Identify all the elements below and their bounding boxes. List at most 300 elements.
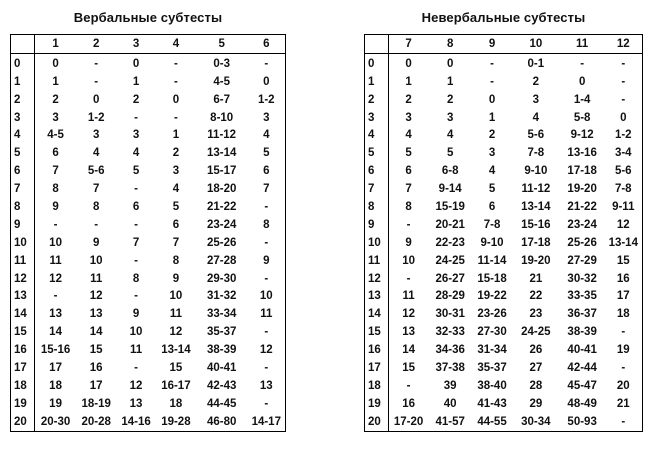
table-cell: 2 [132,93,140,106]
table-cell: 11 [129,344,143,357]
table-cell: 13 [49,308,62,321]
raw-score-cell: 15 [365,323,389,341]
table-cell: 16 [89,361,103,374]
table-cell: 7 [132,236,140,249]
raw-score-cell: 8 [365,198,389,216]
table-cell: 3 [263,111,270,124]
table-cell: 9-11 [612,200,635,213]
raw-score-cell: 0 [11,53,35,72]
table-cell: 1 [132,75,140,88]
table-cell: 7-8 [527,147,545,160]
table-row [365,91,643,109]
table-cell: 44-45 [206,397,237,410]
table-cell: 0 [52,57,59,70]
raw-score-cell: 17 [11,359,35,377]
table-cell: 6 [172,218,180,231]
table-cell: 0 [132,57,140,70]
table-cell: 2 [172,147,180,160]
column-header: 5 [196,35,248,54]
table-cell: - [406,272,411,285]
verbal-subtests-table [10,34,286,432]
table-cell: 22 [529,290,543,303]
table-cell: 9 [132,308,140,321]
table-cell: 13 [259,379,273,392]
column-header: 12 [605,35,643,54]
table-cell: - [134,218,138,231]
table-cell: 33-35 [567,290,597,303]
table-cell: - [621,93,626,106]
table-row [11,323,286,341]
table-row [11,180,286,198]
table-cell: 20 [616,379,630,392]
table-cell: 4-5 [47,129,64,142]
table-cell: 15-16 [521,218,551,231]
table-cell: - [264,57,269,70]
table-cell: 36-37 [567,308,597,321]
table-cell: 31-32 [206,290,237,303]
table-cell: 17-20 [393,415,424,428]
table-cell: 11-12 [207,129,237,142]
raw-score-cell: 9 [11,216,35,234]
table-cell: 6 [132,200,140,213]
table-cell: 48-49 [567,397,597,410]
raw-score-cell: 7 [11,180,35,198]
raw-score-cell: 12 [11,270,35,288]
table-cell: 13-16 [567,147,597,160]
table-cell: 23-24 [567,218,597,231]
table-cell: 18 [49,379,62,392]
table-cell: 16 [402,397,415,410]
table-cell: 38-40 [477,379,507,392]
column-header: 7 [388,35,428,54]
table-cell: 8-10 [210,111,234,124]
raw-score-cell: 11 [11,252,35,270]
table-cell: 28 [529,379,543,392]
table-row [11,162,286,180]
table-cell: - [134,183,138,196]
table-cell: 5 [488,183,496,196]
table-cell: 21-22 [567,200,597,213]
table-row [11,91,286,109]
table-cell: 35-37 [477,361,507,374]
table-row [11,305,286,323]
table-cell: 32-33 [435,326,465,339]
table-cell: 7 [263,183,270,196]
table-cell: 31-34 [477,344,507,357]
table-cell: 0 [263,75,270,88]
table-cell: 27 [529,361,543,374]
table-cell: 14-17 [251,415,281,428]
table-cell: 5 [446,147,454,160]
raw-score-cell: 8 [11,198,35,216]
table-cell: 17 [49,361,62,374]
table-cell: 29-30 [206,272,237,285]
table-cell: - [621,57,626,70]
table-cell: 12 [616,218,630,231]
raw-score-cell: 16 [11,341,35,359]
table-row [11,270,286,288]
table-cell: - [264,236,269,249]
table-cell: 33-34 [206,308,237,321]
table-cell: 10 [49,236,62,249]
table-cell: 14-16 [121,415,151,428]
raw-score-cell: 6 [11,162,35,180]
table-row [365,395,643,413]
table-cell: 3 [52,111,59,124]
table-cell: 1 [446,75,454,88]
table-cell: 4 [263,129,270,142]
table-cell: - [264,326,269,339]
table-cell: - [134,254,138,267]
table-cell: 0 [488,93,496,106]
table-cell: 9 [172,272,180,285]
table-cell: 2 [52,93,59,106]
table-cell: 8 [172,254,180,267]
table-cell: 11 [260,308,273,321]
raw-score-cell: 18 [11,377,35,395]
table-cell: 3 [132,129,140,142]
table-cell: 13-14 [206,147,237,160]
table-cell: 3-4 [614,147,632,160]
raw-score-cell: 14 [11,305,35,323]
table-cell: 4 [172,183,180,196]
verbal-subtests-title: Вербальные субтесты [73,10,223,25]
table-cell: 20-21 [435,218,465,231]
table-cell: 21-22 [206,200,237,213]
table-row [11,144,286,162]
table-cell: - [621,361,626,374]
table-cell: 9 [92,236,100,249]
table-row [365,413,643,431]
table-row [11,53,286,72]
table-cell: 12 [89,290,103,303]
table-cell: 9-14 [438,183,462,196]
table-cell: 1-4 [573,93,591,106]
raw-score-cell: 19 [365,395,389,413]
column-header: 6 [248,35,286,54]
table-cell: 1-2 [257,93,275,106]
table-row [365,198,643,216]
table-cell: 13 [89,308,103,321]
table-row [365,216,643,234]
table-cell: 25-26 [567,236,597,249]
table-row [11,377,286,395]
table-cell: - [490,75,494,88]
table-cell: 13 [402,326,415,339]
table-cell: 30-31 [435,308,465,321]
table-cell: 6 [263,165,270,178]
table-cell: 18 [616,308,630,321]
table-cell: 15-17 [206,165,237,178]
table-cell: 0-3 [213,57,230,70]
table-cell: 14 [49,326,62,339]
table-row [365,162,643,180]
raw-score-cell: 7 [365,180,389,198]
table-cell: 1 [488,111,496,124]
nonverbal-subtests-title: Невербальные субтесты [421,10,586,25]
table-cell: 9-12 [570,129,594,142]
table-cell: 10 [402,254,415,267]
table-cell: 0 [620,111,627,124]
table-cell: 1 [405,75,412,88]
table-cell: 38-39 [206,344,237,357]
table-row [11,73,286,91]
table-cell: 16-17 [161,379,191,392]
column-header: 10 [512,35,560,54]
raw-score-cell: 11 [365,252,389,270]
table-cell: 4 [488,165,496,178]
table-cell: - [173,75,178,88]
table-cell: 4 [532,111,540,124]
raw-score-cell: 19 [11,395,35,413]
table-row [11,126,286,144]
table-cell: 24-25 [521,326,551,339]
table-cell: 2 [405,93,412,106]
table-cell: 18-20 [206,183,237,196]
table-cell: 4-5 [213,75,230,88]
table-cell: 0 [405,57,412,70]
table-cell: 7 [172,236,180,249]
table-cell: 20-30 [40,415,71,428]
table-cell: 0 [172,93,180,106]
table-cell: 15 [402,361,415,374]
table-row [11,109,286,127]
raw-score-cell: 18 [365,377,389,395]
raw-score-cell: 5 [11,144,35,162]
raw-score-cell: 2 [365,91,389,109]
table-cell: 13 [129,397,143,410]
table-cell: 17 [89,379,103,392]
table-row [11,359,286,377]
table-row [365,234,643,252]
table-cell: 19-28 [161,415,191,428]
table-cell: 20-28 [81,415,111,428]
corner-cell [11,35,35,54]
table-cell: 6 [52,147,59,160]
table-cell: 1-2 [614,129,632,142]
table-cell: 2 [446,93,454,106]
table-cell: 15-18 [477,272,507,285]
table-cell: 26-27 [435,272,465,285]
raw-score-cell: 4 [11,126,35,144]
table-cell: 41-57 [435,415,465,428]
table-row [365,323,643,341]
raw-score-cell: 3 [365,109,389,127]
table-cell: 21 [529,272,543,285]
table-cell: 9 [263,254,270,267]
table-cell: - [134,111,138,124]
raw-score-cell: 4 [365,126,389,144]
raw-score-cell: 5 [365,144,389,162]
table-cell: 12 [129,379,143,392]
table-cell: 23-26 [477,308,507,321]
table-cell: 28-29 [435,290,465,303]
table-cell: 38-39 [567,326,597,339]
table-cell: 0 [578,75,586,88]
table-cell: 10 [129,326,143,339]
table-cell: 11-14 [477,254,507,267]
column-header: 4 [156,35,196,54]
table-cell: 0 [446,57,454,70]
table-cell: 37-38 [435,361,465,374]
table-cell: 8 [405,200,412,213]
column-header: 3 [116,35,156,54]
table-cell: 8 [132,272,140,285]
table-row [11,234,286,252]
raw-score-cell: 13 [365,287,389,305]
table-cell: 40-41 [206,361,237,374]
table-cell: 19 [49,397,62,410]
table-cell: - [94,218,99,231]
table-cell: 0-1 [527,57,545,70]
table-cell: - [173,111,178,124]
table-cell: 15-19 [435,200,465,213]
table-row [365,341,643,359]
table-cell: 26 [529,344,543,357]
table-cell: 2 [532,75,540,88]
header-row [365,35,643,54]
table-cell: 17-18 [567,165,597,178]
table-cell: 11 [169,308,182,321]
table-cell: 13-14 [521,200,551,213]
table-cell: - [406,218,411,231]
table-cell: 19-20 [521,254,551,267]
table-cell: 21 [616,397,630,410]
table-row [11,216,286,234]
table-row [365,109,643,127]
table-row [365,144,643,162]
table-cell: - [490,57,494,70]
table-cell: 5 [172,200,180,213]
raw-score-cell: 9 [365,216,389,234]
table-cell: 1-2 [87,111,105,124]
column-header: 11 [560,35,605,54]
raw-score-cell: 20 [11,413,35,431]
table-cell: 6 [488,200,496,213]
table-row [365,377,643,395]
table-row [365,287,643,305]
table-cell: 5-6 [87,165,105,178]
table-cell: 17 [616,290,630,303]
table-cell: 12 [169,326,183,339]
table-cell: - [94,75,99,88]
raw-score-cell: 1 [11,73,35,91]
table-cell: - [53,290,58,303]
table-cell: 5-6 [527,129,545,142]
table-cell: 15 [169,361,183,374]
table-cell: 3 [532,93,540,106]
table-cell: 7-8 [483,218,501,231]
table-cell: 6-7 [213,93,230,106]
table-cell: 24-25 [435,254,465,267]
table-cell: 5 [132,165,140,178]
table-cell: 25-26 [206,236,237,249]
table-cell: - [134,361,138,374]
raw-score-cell: 3 [11,109,35,127]
corner-cell [365,35,389,54]
table-cell: - [621,75,626,88]
table-cell: 7 [52,165,59,178]
table-cell: 6 [405,165,412,178]
table-cell: 7-8 [614,183,632,196]
table-cell: 5-8 [573,111,591,124]
raw-score-cell: 16 [365,341,389,359]
table-cell: 4 [92,147,100,160]
table-cell: 44-55 [477,415,507,428]
table-cell: 11-12 [521,183,551,196]
table-cell: 19-22 [477,290,507,303]
table-cell: 40 [443,397,457,410]
table-cell: - [580,57,585,70]
table-cell: 13-14 [608,236,638,249]
raw-score-cell: 12 [365,270,389,288]
raw-score-cell: 14 [365,305,389,323]
table-cell: 23-24 [206,218,237,231]
table-cell: 16 [616,272,630,285]
table-cell: 27-29 [567,254,597,267]
table-cell: 27-30 [477,326,507,339]
table-cell: 39 [443,379,457,392]
table-row [365,126,643,144]
table-cell: - [264,272,269,285]
raw-score-cell: 13 [11,287,35,305]
raw-score-cell: 0 [365,53,389,72]
table-cell: 45-47 [567,379,597,392]
table-cell: 4 [405,129,412,142]
raw-score-cell: 10 [11,234,35,252]
column-header: 1 [34,35,76,54]
table-cell: 8 [263,218,270,231]
table-cell: 35-37 [206,326,237,339]
table-cell: 22-23 [435,236,465,249]
table-row [365,252,643,270]
table-row [11,341,286,359]
table-cell: 15-16 [40,344,71,357]
table-cell: - [621,415,626,428]
table-row [11,198,286,216]
table-cell: 3 [488,147,496,160]
table-cell: 12 [402,308,415,321]
raw-score-cell: 10 [365,234,389,252]
table-cell: 12 [259,344,273,357]
table-cell: 42-43 [206,379,237,392]
table-row [365,73,643,91]
table-cell: 9 [52,200,59,213]
table-cell: 19 [616,344,630,357]
header-row [11,35,286,54]
table-cell: 11 [49,254,62,267]
table-cell: 34-36 [435,344,465,357]
table-cell: 19-20 [567,183,597,196]
table-row [365,270,643,288]
table-cell: 14 [402,344,415,357]
table-row [365,180,643,198]
table-cell: 4 [446,129,454,142]
table-cell: 15 [616,254,630,267]
table-cell: 15 [89,344,103,357]
table-cell: 1 [52,75,59,88]
table-cell: - [264,397,269,410]
table-cell: - [53,218,58,231]
raw-score-cell: 1 [365,73,389,91]
table-cell: 13-14 [161,344,191,357]
table-cell: 9-10 [524,165,548,178]
table-cell: - [264,361,269,374]
raw-score-cell: 6 [365,162,389,180]
table-cell: 41-43 [477,397,507,410]
table-cell: 30-32 [567,272,597,285]
raw-score-cell: 20 [365,413,389,431]
